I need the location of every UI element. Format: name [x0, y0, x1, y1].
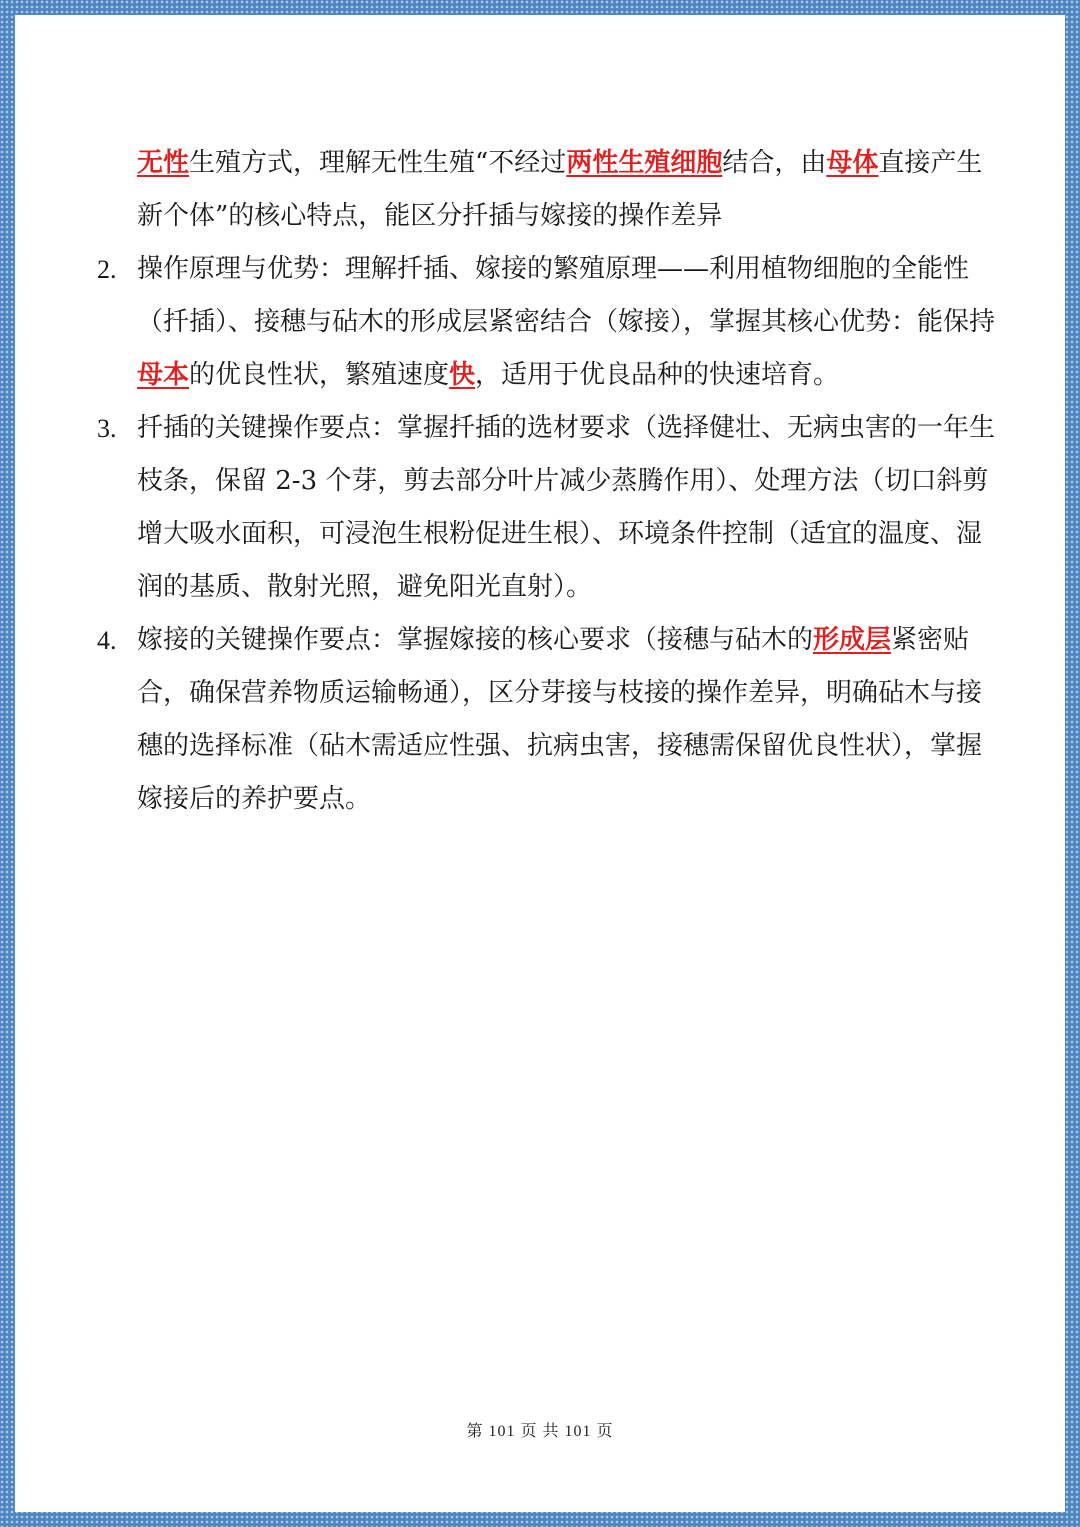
- item-2-text-3: ，适用于优良品种的快速培育。: [475, 360, 840, 390]
- intro-text-1: 生殖方式，理解无性生殖“不经过: [189, 148, 567, 178]
- document-page: [15, 15, 1065, 1512]
- page-content: [97, 137, 999, 826]
- intro-text-3: 直接产生新个体”的核心特点，能区分扦插与嫁接的操作差异: [137, 148, 983, 231]
- list-number: 2.: [97, 255, 117, 284]
- item-2-text-1: 操作原理与优势：理解扦插、嫁接的繁殖原理——利用植物细胞的全能性（扦插）、接穗与砧木的形成层紧密结合（嫁接），掌握其核心优势：能保持: [137, 254, 996, 337]
- item-4-text-1: 嫁接的关键操作要点：掌握嫁接的核心要求（接穗与砧木的: [137, 625, 814, 655]
- item-3-text-1: 扦插的关键操作要点：掌握扦插的选材要求（选择健壮、无病虫害的一年生枝条，保留 2-3 个芽，剪去部分叶片减少蒸腾作用）、处理方法（切口斜剪增大吸水面积，可浸泡生根粉促进生根）、环境条件控制（适宜的温度、湿润的基质、散射光照，避免阳光直射）。: [137, 413, 996, 602]
- intro-text-2: 结合，由: [722, 148, 827, 178]
- list-number: 4.: [97, 626, 117, 655]
- item-4-text-2: 紧密贴合，确保营养物质运输畅通），区分芽接与枝接的操作差异，明确砧木与接穗的选择标准（砧木需适应性强、抗病虫害，接穗需保留优良性状），掌握嫁接后的养护要点。: [137, 625, 983, 814]
- list-item-4: [97, 614, 999, 826]
- highlight-parent-body: 母体: [826, 148, 879, 178]
- highlight-cambium: 形成层: [813, 625, 892, 655]
- highlight-mother-plant: 母本: [137, 360, 190, 390]
- intro-paragraph: [137, 137, 999, 243]
- highlight-asexual: 无性: [137, 148, 190, 178]
- list-item-2: [97, 243, 999, 402]
- highlight-fast: 快: [449, 360, 476, 390]
- page-footer: 第 101 页 共 101 页: [466, 1423, 614, 1440]
- list-item-3: [97, 402, 999, 614]
- item-2-text-2: 的优良性状，繁殖速度: [189, 360, 450, 390]
- list-number: 3.: [97, 414, 117, 443]
- highlight-gametes: 两性生殖细胞: [566, 148, 723, 178]
